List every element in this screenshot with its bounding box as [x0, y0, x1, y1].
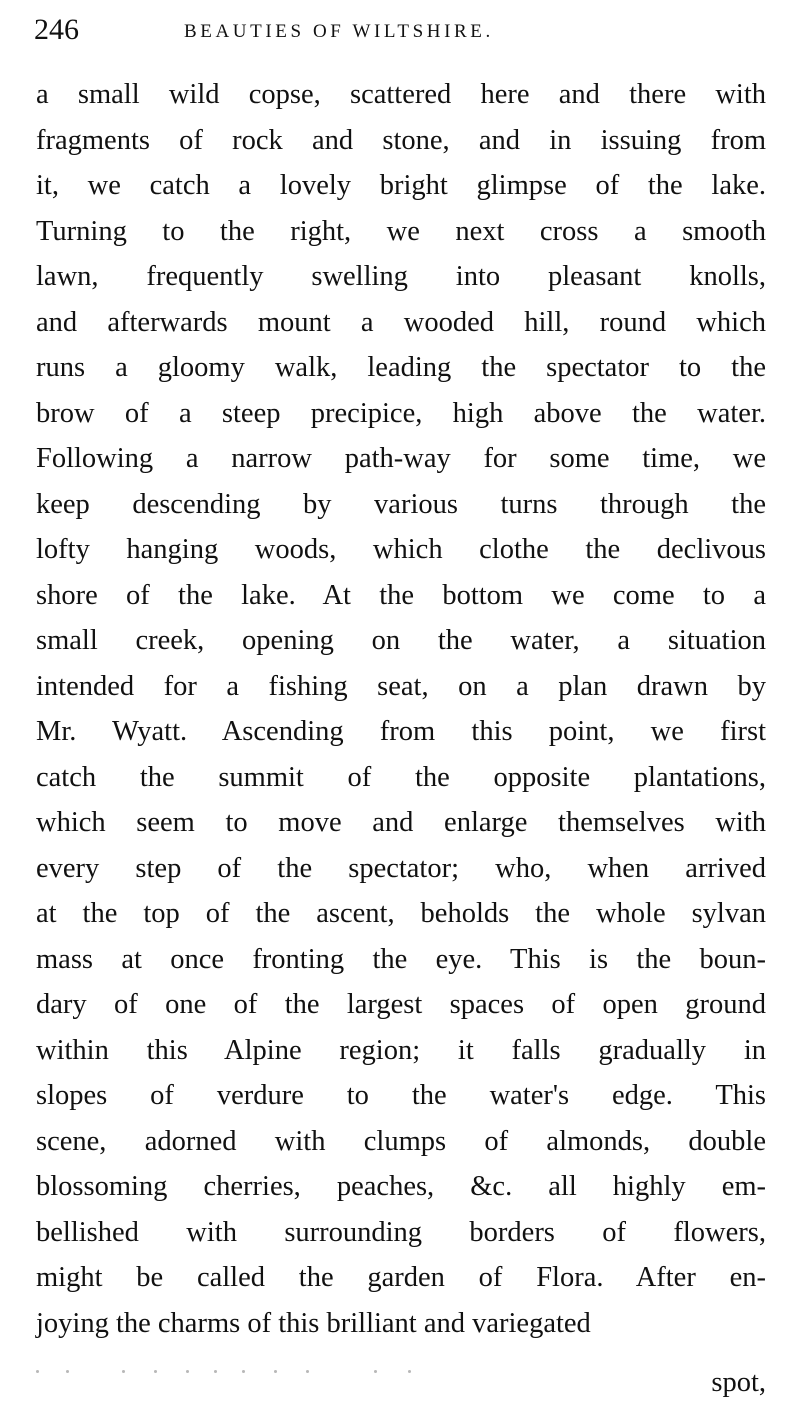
- text-line: Turning to the right, we next cross a smooth: [36, 215, 766, 247]
- text-line: intended for a fishing seat, on a plan drawn by: [36, 670, 766, 702]
- text-line: within this Alpine region; it falls gradually in: [36, 1034, 766, 1066]
- text-line: fragments of rock and stone, and in issuing from: [36, 124, 766, 156]
- text-line: runs a gloomy walk, leading the spectator to the: [36, 352, 766, 383]
- text-line: it, we catch a lovely bright glimpse of the lake.: [36, 170, 766, 201]
- page-number: 246: [34, 13, 79, 46]
- text-line: shore of the lake. At the bottom we come to a: [36, 579, 766, 611]
- text-line: dary of one of the largest spaces of open ground: [36, 989, 766, 1020]
- text-line: which seem to move and enlarge themselves with: [36, 807, 766, 838]
- text-line: slopes of verdure to the water's edge. This: [36, 1080, 766, 1111]
- text-line: joying the charms of this brilliant and variegated: [36, 1307, 591, 1339]
- text-line: catch the summit of the opposite plantations,: [36, 761, 766, 793]
- text-line: brow of a steep precipice, high above the water.: [36, 397, 766, 429]
- text-line: at the top of the ascent, beholds the whole sylvan: [36, 898, 766, 929]
- text-line: keep descending by various turns through the: [36, 488, 766, 520]
- text-line: mass at once fronting the eye. This is the boun-: [36, 943, 766, 975]
- text-line: and afterwards mount a wooded hill, round which: [36, 306, 766, 338]
- text-line: Mr. Wyatt. Ascending from this point, we first: [36, 716, 766, 747]
- body-text: [36, 72, 766, 1346]
- text-line: scene, adorned with clumps of almonds, double: [36, 1125, 766, 1157]
- text-line: a small wild copse, scattered here and there with: [36, 79, 766, 110]
- ink-specks: [36, 1370, 456, 1390]
- catchword: spot,: [711, 1367, 766, 1398]
- text-line: blossoming cherries, peaches, &c. all highly em-: [36, 1171, 766, 1202]
- running-head: [34, 10, 774, 50]
- text-line: lofty hanging woods, which clothe the declivous: [36, 534, 766, 565]
- running-title: BEAUTIES OF WILTSHIRE.: [184, 21, 494, 42]
- text-line: small creek, opening on the water, a situation: [36, 625, 766, 656]
- text-line: every step of the spectator; who, when arrived: [36, 852, 766, 884]
- text-line: lawn, frequently swelling into pleasant knolls,: [36, 261, 766, 292]
- text-line: might be called the garden of Flora. After en-: [36, 1262, 766, 1293]
- text-line: Following a narrow path-way for some time, we: [36, 443, 766, 474]
- text-line: bellished with surrounding borders of flowers,: [36, 1216, 766, 1248]
- page-footer: [36, 1360, 766, 1405]
